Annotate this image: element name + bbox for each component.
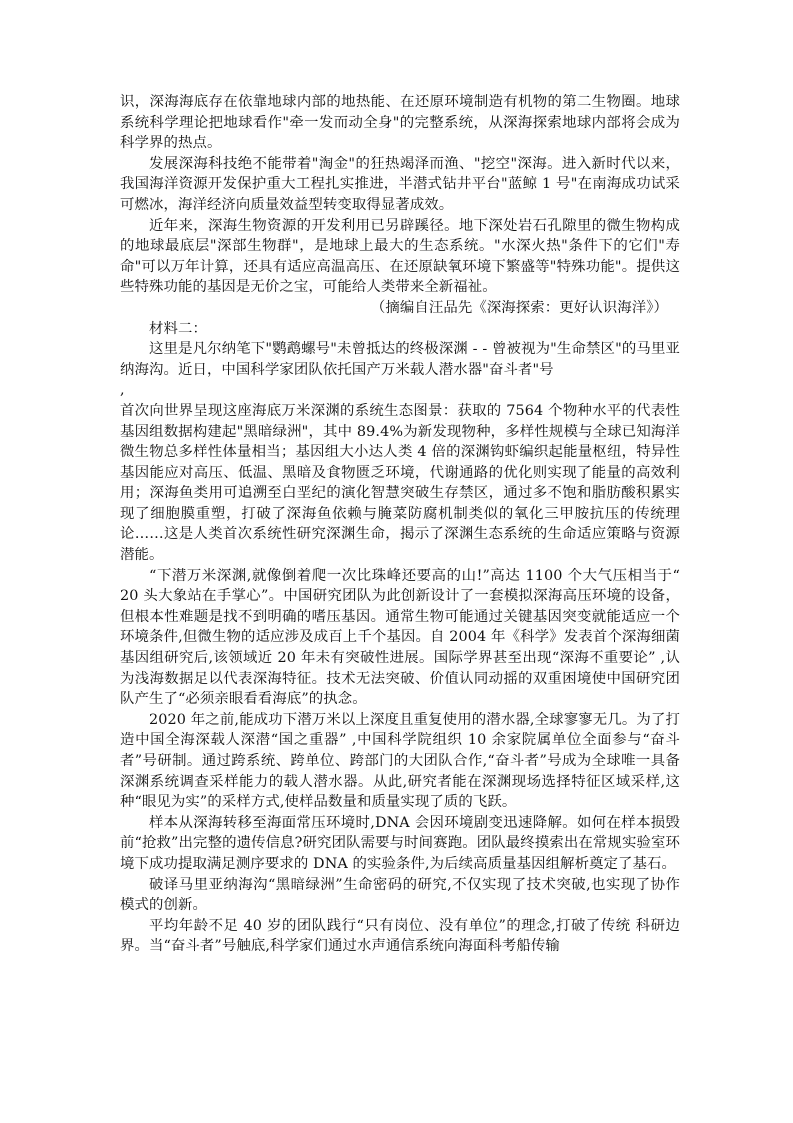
paragraph-3: 近年来，深海生物资源的开发利用已另辟蹊径。地下深处岩石孔隙里的微生物构成的地球最底层"深部生物群"，是地球上最大的生态系统。"水深火热"条件下的它们"寿命"可以万年计算，还具有适应高温高压、在还原缺氧环境下繁盛等"特殊功能"。提供这些特殊功能的基因是无价之宝，可能给人类带来全新福祉。 — [120, 217, 680, 296]
paragraph-5: “下潜万米深渊,就像倒着爬一次比珠峰还要高的山!”高达 1100 个大气压相当于“ 20 头大象站在手掌心”。中国研究团队为此创新设计了一套模拟深海高压环境的设备，但根本性难题是找不到明确的嗜压基因。通常生物可能通过关键基因突变就能适应一个环境条件,但微生物的适应涉及成百上千个基因。自 2004 年《科学》发表首个深海细菌基因组研究后,该领域近 20 年未有突破性进展。国际学界甚至出现“深海不重要论” ,认为浅海数据足以代表深海特征。技术无法突破、价值认同动摇的双重困境使中国研究团队产生了“必须亲眼看看海底”的执念。 — [120, 567, 680, 708]
article-body — [120, 92, 680, 957]
paragraph-6: 2020 年之前,能成功下潜万米以上深度且重复使用的潜水器,全球寥寥无几。为了打造中国全海深载人深潜“国之重器” ,中国科学院组织 10 余家院属单位全面参与“奋斗者”号研制。通过跨系统、跨单位、跨部门的大团队合作,“奋斗者”号成为全球唯一具备深渊系统调查采样能力的载人潜水器。从此,研究者能在深渊现场选择特征区域采样,这种“眼见为实”的采样方式,使样品数量和质量实现了质的飞跃。 — [120, 711, 680, 811]
paragraph-8: 破译马里亚纳海沟“黑暗绿洲”生命密码的研究,不仅实现了技术突破,也实现了协作模式的创新。 — [120, 876, 680, 914]
paragraph-4-stray-comma: , — [120, 382, 125, 399]
paragraph-4-start: 这里是凡尔纳笔下"鹦鹉螺号"未曾抵达的终极深渊 - - 曾被视为"生命禁区"的马里亚纳海沟。近日，中国科学家团队依托国产万米载人潜水器"奋斗者"号 — [120, 341, 680, 378]
paragraph-1: 识，深海海底存在依靠地球内部的地热能、在还原环境制造有机物的第二生物圈。地球系统科学理论把地球看作"牵一发而动全身"的完整系统，从深海探索地球内部将会成为科学界的热点。 — [120, 94, 680, 152]
section-label: 材料二： — [149, 320, 207, 337]
paragraph-9: 平均年龄不足 40 岁的团队践行“只有岗位、没有单位”的理念,打破了传统 科研边界。当“奋斗者”号触底,科学家们通过水声通信系统向海面科考船传输 — [120, 917, 680, 955]
paragraph-4-continued: 首次向世界呈现这座海底万米深渊的系统生态图景：获取的 7564 个物种水平的代表性基因组数据构建起"黑暗绿洲"，其中 89.4%为新发现物种，多样性规模与全球已知海洋微生物总多样性体量相当；基因组大小达人类 4 倍的深渊钩虾编织起能量枢纽，特异性基因能应对高压、低温、黑暗及食物匮乏环境，代谢通路的优化则实现了能量的高效利用；深海鱼类用可追溯至白垩纪的演化智慧突破生存禁区，通过多不饱和脂肪酸积累实现了细胞膜重塑，打破了深海鱼依赖与腌菜防腐机制类似的氧化三甲胺抗压的传统理论……这是人类首次系统性研究深渊生命，揭示了深渊生态系统的生命适应策略与资源潜能。 — [120, 402, 680, 564]
source-citation: （摘编自汪品先《深海探索：更好认识海洋》） — [370, 299, 668, 316]
paragraph-2: 发展深海科技绝不能带着"淘金"的狂热竭泽而渔、"挖空"深海。进入新时代以来，我国海洋资源开发保护重大工程扎实推进，半潜式钻井平台"蓝鲸 1 号"在南海成功试采可燃冰，海洋经济向质量效益型转变取得显著成效。 — [120, 155, 680, 213]
paragraph-7: 样本从深海转移至海面常压环境时,DNA 会因环境剧变迅速降解。如何在样本损毁前“抢救”出完整的遗传信息?研究团队需要与时间赛跑。团队最终摸索出在常规实验室环境下成功提取满足测序要求的 DNA 的实验条件,为后续高质量基因组解析奠定了基石。 — [120, 814, 680, 872]
